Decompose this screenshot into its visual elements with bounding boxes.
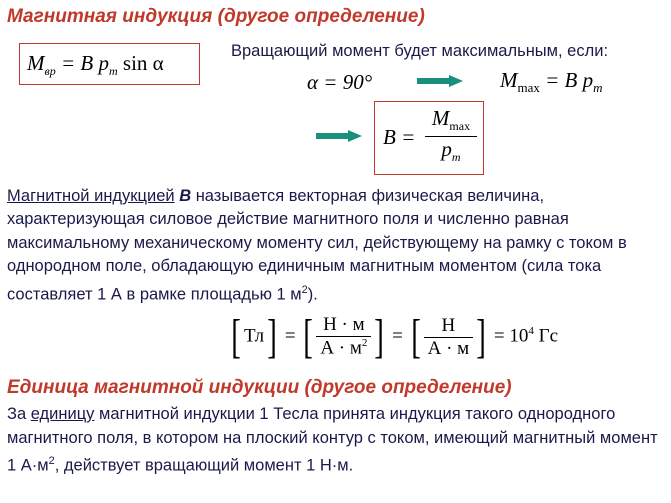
mmax-rhs-sub: m — [593, 80, 603, 96]
section-title-2: Единица магнитной индукции (другое определение) — [7, 377, 512, 398]
torque-rhs-sub: m — [108, 64, 118, 79]
torque-lhs: M — [27, 51, 45, 75]
mmax-lhs: M — [500, 68, 518, 92]
definition-end: ). — [307, 285, 318, 304]
alpha-condition: α = 90° — [307, 70, 373, 94]
induction-definition — [7, 185, 667, 307]
b-den-sub: m — [451, 150, 461, 165]
units-formula: [ Тл] = [ $\frac{Н \cdot м}{А \cdot м^2}$ ] = [ $\frac{Н}{А \cdot м}$ ] = $10^4$ Гс — [231, 310, 559, 363]
unit-def-end: , действует вращающий момент 1 Н·м. — [54, 456, 354, 475]
unit-def-body: магнитной индукции 1 Тесла принята индукция такого однородного магнитного поля, в котором на плоский контур с током, имеющий магнитный момент 1 А·м — [7, 405, 658, 475]
units-frac1-num: Н · м — [323, 314, 365, 336]
definition-term: Магнитной индукцией — [7, 187, 175, 205]
arrow-right-icon — [316, 130, 362, 142]
torque-formula-box — [19, 43, 200, 85]
unit-definition — [7, 403, 667, 478]
units-frac1-den-sup: 2 — [361, 337, 368, 350]
mmax-rhs: = B p — [545, 68, 594, 92]
torque-tail: sin α — [122, 51, 164, 75]
definition-sup: 2 — [301, 283, 308, 296]
units-frac1-den: А · м — [320, 337, 362, 359]
rotation-condition-text: Вращающий момент будет максимальным, если: — [231, 42, 609, 60]
units-rhs-unit: Гс — [538, 325, 559, 347]
units-frac2-den: А · м — [424, 337, 474, 360]
definition-body: называется векторная физическая величина, характеризующая силовое действие магнитного поля и численно равная максимальному механическому моменту сил, действующему на рамку с током в однородном поле, обладающую единичным магнитным моментом (сила тока составляет 1 А в рамке площадью 1 м — [7, 187, 627, 304]
units-rhs: = 10 — [493, 325, 529, 347]
units-lhs: Тл — [243, 325, 265, 347]
unit-def-sup: 2 — [48, 455, 55, 468]
section-title-1: Магнитная индукция (другое определение) — [7, 6, 425, 27]
b-num: M — [431, 106, 450, 130]
units-frac2-num: Н — [441, 314, 456, 336]
definition-symbol: B — [179, 187, 192, 205]
b-lhs: B = — [383, 125, 416, 149]
b-formula-box — [374, 101, 484, 175]
mmax-formula — [500, 68, 603, 96]
unit-def-underlined: единицу — [30, 405, 95, 423]
b-num-sub: max — [449, 119, 471, 134]
torque-rhs: = B p — [60, 51, 109, 75]
arrow-right-icon — [417, 75, 463, 87]
b-den: p — [441, 137, 452, 162]
unit-def-prefix: За — [7, 405, 31, 423]
torque-lhs-sub: вр — [44, 64, 56, 79]
mmax-lhs-sub: max — [517, 80, 540, 96]
units-rhs-sup: 4 — [528, 325, 534, 338]
